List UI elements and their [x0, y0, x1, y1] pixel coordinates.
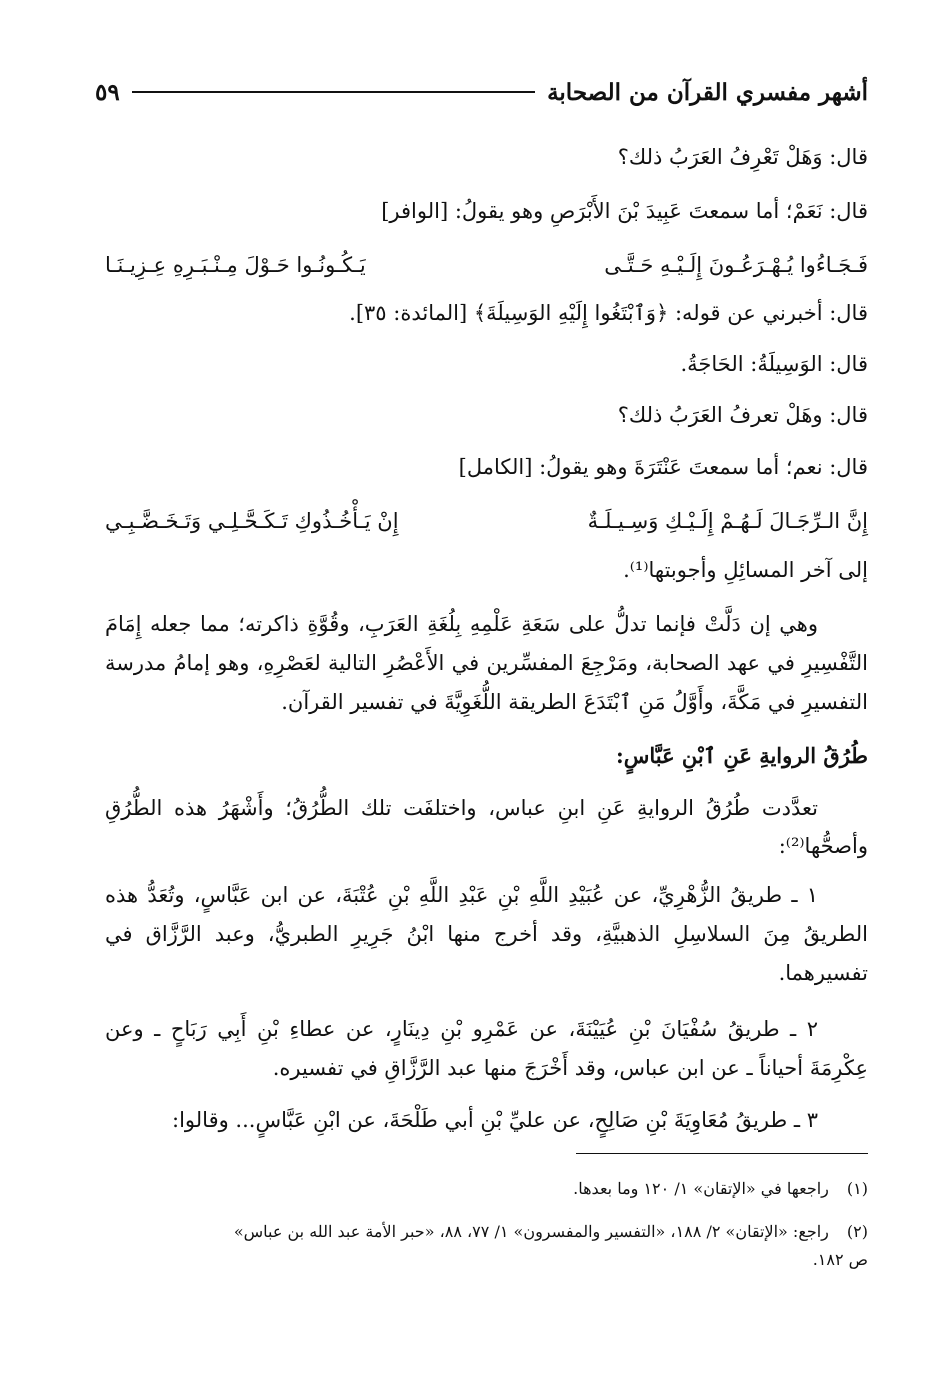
footnote: [105, 1219, 868, 1245]
paragraph-line: وهي إن دَلَّتْ فإنما تدلُّ على سَعَةِ عَلْمِهِ بِلُغَةِ العَرَبِ، وقُوَّةِ ذاكرته؛ مما جعله إِمَامَ: [105, 612, 818, 636]
poetry-verse: [105, 250, 868, 280]
poetry-verse: [105, 506, 868, 536]
paragraph-line: وأصحُّها⁽²⁾:: [778, 834, 868, 858]
paragraph-line: ١ ـ طريقُ الزُّهْرِيِّ، عن عُبَيْدِ اللَّهِ بْنِ عَبْدِ اللَّهِ بْنِ عُتْبَةَ، عن ابن عَبَّاسٍ، وتُعَدُّ هذه: [105, 883, 818, 907]
paragraph-line: عِكْرِمَةَ أحياناً ـ عن ابن عباس، وقد أَخْرَجَ منها عبد الرَّزَّاقِ في تفسيره.: [272, 1056, 868, 1080]
footnote-number: (٢): [846, 1222, 868, 1241]
verse-hemistich-first: إِنَّ الـرِّجَـالَ لَـهُـمْ إِلَـيْـكِ وَسِـيـلَـةٌ: [587, 509, 868, 533]
paragraph-line: التَّفْسِيرِ في عهد الصحابة، ومَرْجِعَ المفسِّرين في الأَعْصُرِ التالية لعَصْرِهِ، وهو إمامُ مدرسة: [105, 651, 868, 675]
text-line: قال: نعم؛ أما سمعتَ عَنْتَرَةَ وهو يقولُ: [الكامل]: [458, 455, 868, 479]
verse-hemistich-second: يَـكُـونُـوا حَـوْلَ مِـنْـبَـرِهِ عِـزِيـنَـا: [105, 253, 366, 277]
paragraph-line: التفسيرِ في مَكَّةَ، وأَوَّلُ مَنِ ٱبْتَدَعَ الطريقة اللُّغَوِيَّةَ في تفسير القرآن.: [281, 690, 868, 714]
running-header: [95, 72, 868, 112]
verse-hemistich-first: فَـجَـاءُوا يُـهْـرَعُـونَ إِلَـيْـهِ حَـتَّـى: [604, 253, 868, 277]
paragraph-line: تفسيرهما.: [778, 961, 868, 985]
paragraph-line: ٢ ـ طريقُ سُفْيَانَ بْنِ عُيَيْنَةَ، عن عَمْرِو بْنِ دِينَارٍ، عن عطاءِ بْنِ أَبِي رَبَاحٍ ـ وعن: [105, 1017, 818, 1041]
text-line: قال: وهَلْ تعرفُ العَرَبُ ذلك؟: [617, 403, 868, 427]
footnote-text: راجعها في «الإتقان» ١/ ١٢٠ وما بعدها.: [573, 1179, 829, 1198]
footnote-text: راجع: «الإتقان» ٢/ ١٨٨، «التفسير والمفسرون» ١/ ٧٧، ٨٨، «حبر الأمة عبد الله بن عباس»: [233, 1222, 829, 1241]
footnote: [105, 1176, 868, 1202]
text-line: قال: نَعَمْ؛ أما سمعتَ عَبِيدَ بْنَ الأَبْرَصِ وهو يقولُ: [الوافر]: [381, 199, 868, 223]
paragraph-line: ٣ ـ طريقُ مُعَاوِيَةَ بْنِ صَالِحٍ، عن عليِّ بْنِ أبي طَلْحَةَ، عن ابْنِ عَبَّاسٍ... وقالوا:: [172, 1108, 818, 1132]
paragraph-line: تعدَّدت طُرُقُ الروايةِ عَنِ ابنِ عباس، واختلفَت تلك الطُّرُقُ؛ وأَشْهَرُ هذه الطُّرُقِ: [105, 796, 818, 820]
text-line: قال: أخبرني عن قوله: ﴿وَٱبْتَغُوا إِلَيْهِ الوَسِيلَةَ﴾ [المائدة: ٣٥].: [349, 301, 868, 325]
header-rule: [132, 91, 535, 93]
footnote-rule: [576, 1153, 868, 1154]
section-heading: طُرُقُ الروايةِ عَنِ ٱبْنِ عَبَّاسٍ:: [615, 743, 868, 768]
text-line: قال: وَهَلْ تَعْرِفُ العَرَبُ ذلك؟: [617, 145, 868, 169]
text-line: إلى آخر المسائِلِ وأجوبتها⁽¹⁾.: [623, 558, 868, 582]
header-title: أشهر مفسري القرآن من الصحابة: [547, 78, 868, 106]
paragraph-line: الطريقُ مِنَ السلاسِلِ الذهبيَّةِ، وقد أخرج منها ابْنُ جَرِيرِ الطبريُّ، وعبد الرَّزَّاق في: [105, 922, 868, 946]
text-line: قال: الوَسِيلَةُ: الحَاجَةُ.: [680, 352, 868, 376]
footnote-number: (١): [846, 1179, 868, 1198]
verse-hemistich-second: إِنْ يَـأْخُـذُوكِ تَـكَـحَّـلِـي وَتَـخَـضَّـبِـي: [105, 509, 399, 533]
page-number: ٥٩: [95, 78, 120, 106]
footnote-continuation: ص ١٨٢.: [812, 1250, 868, 1269]
